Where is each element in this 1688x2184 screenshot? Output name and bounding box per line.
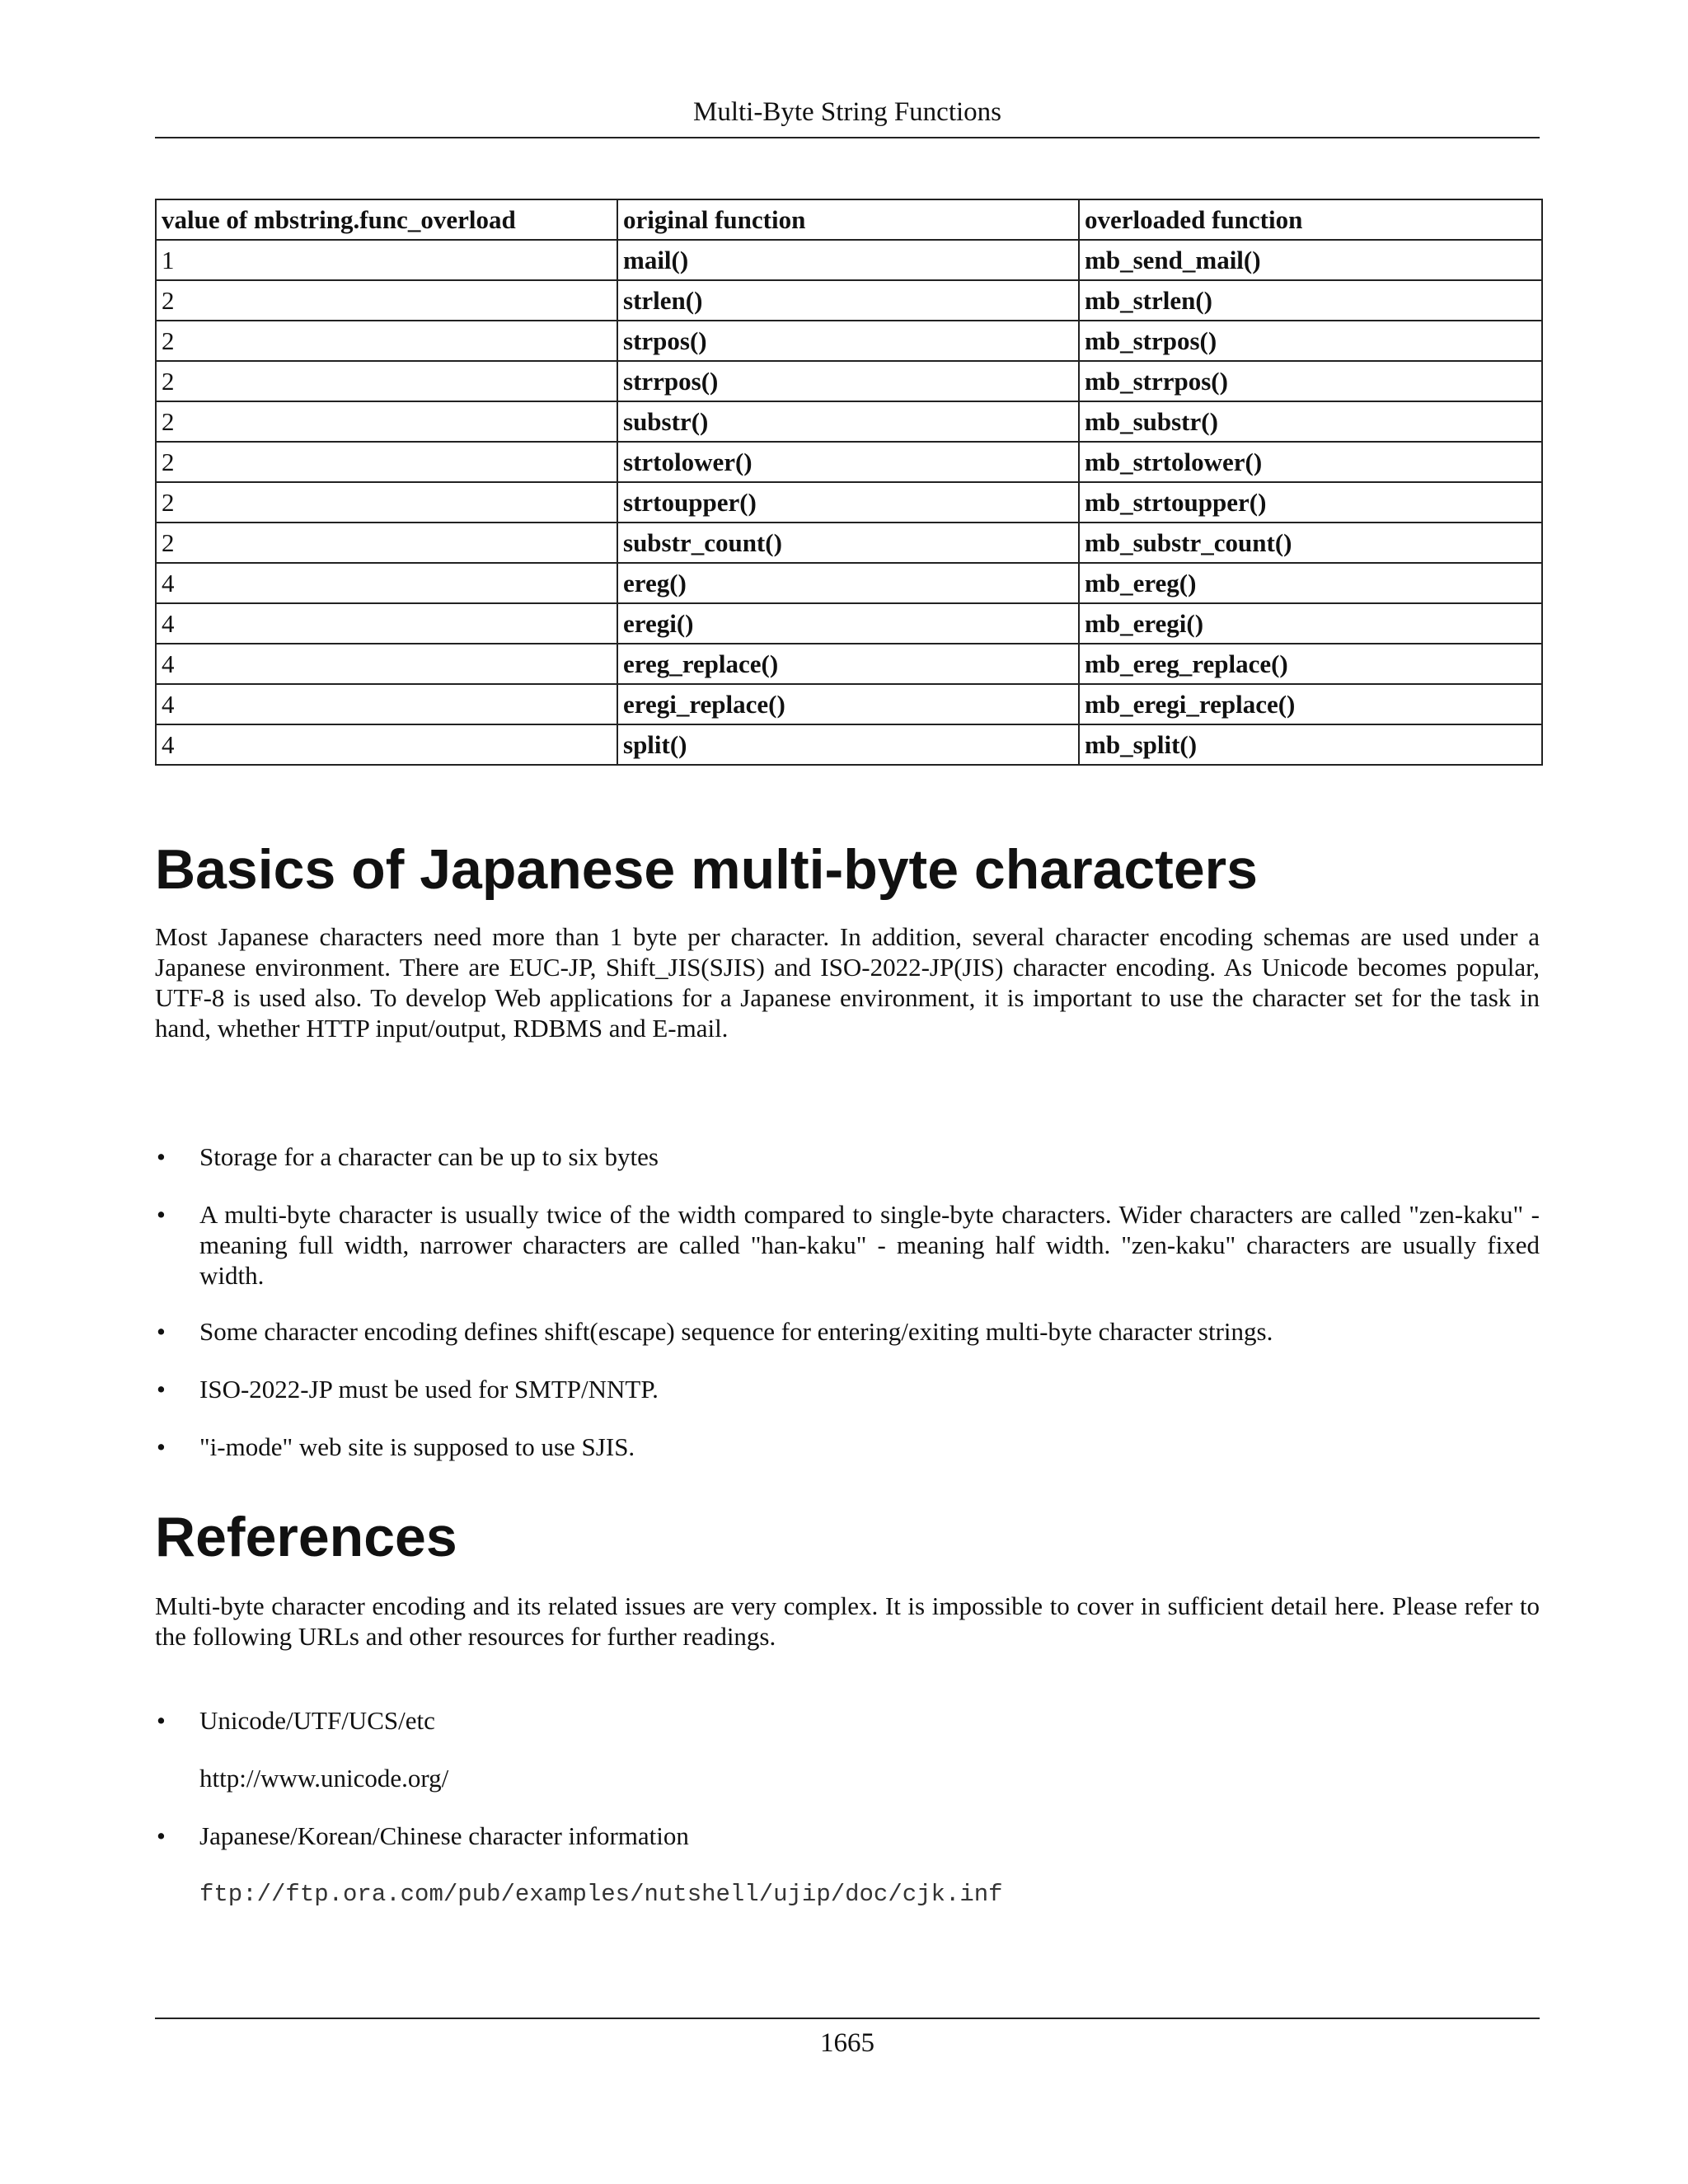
overload-value-cell: 2 xyxy=(156,401,617,442)
list-item xyxy=(155,1432,1540,1462)
list-item-text: ISO-2022-JP must be used for SMTP/NNTP. xyxy=(199,1375,659,1404)
table-row xyxy=(156,280,1542,321)
overloaded-function-cell: mb_strlen() xyxy=(1079,280,1542,321)
list-item xyxy=(155,1374,1540,1404)
overloaded-function-cell: mb_strtoupper() xyxy=(1079,482,1542,523)
references-paragraph: Multi-byte character encoding and its related issues are very complex. It is impossible to cover in sufficient detail here. Please refer to the following URLs and other resources for further readings. xyxy=(155,1591,1540,1651)
reference-label: Unicode/UTF/UCS/etc xyxy=(199,1706,435,1735)
original-function-cell: eregi() xyxy=(617,603,1079,644)
table-row xyxy=(156,240,1542,280)
original-function-cell: substr() xyxy=(617,401,1079,442)
original-function-cell: substr_count() xyxy=(617,523,1079,563)
list-item xyxy=(155,1705,1540,1736)
bullet-icon: • xyxy=(157,1375,166,1404)
running-header: Multi-Byte String Functions xyxy=(692,97,1002,127)
table-row xyxy=(156,523,1542,563)
list-item-text: "i-mode" web site is supposed to use SJIS. xyxy=(199,1432,635,1461)
list-item xyxy=(155,1199,1540,1291)
table-row xyxy=(156,563,1542,603)
original-function-cell: split() xyxy=(617,724,1079,765)
overloaded-function-cell: mb_substr_count() xyxy=(1079,523,1542,563)
header-rule xyxy=(155,137,1540,138)
bullet-icon: • xyxy=(157,1706,166,1735)
table-row xyxy=(156,603,1542,644)
reference-label: Japanese/Korean/Chinese character information xyxy=(199,1821,689,1850)
original-function-cell: strpos() xyxy=(617,321,1079,361)
overloaded-function-cell: mb_eregi() xyxy=(1079,603,1542,644)
cjk-ftp-url-link[interactable]: ftp://ftp.ora.com/pub/examples/nutshell/ujip/doc/cjk.inf xyxy=(199,1881,1003,1908)
overloaded-function-cell: mb_ereg_replace() xyxy=(1079,644,1542,684)
table-row xyxy=(156,644,1542,684)
overload-value-cell: 4 xyxy=(156,603,617,644)
overloaded-function-cell: mb_substr() xyxy=(1079,401,1542,442)
overloaded-function-cell: mb_ereg() xyxy=(1079,563,1542,603)
overloaded-function-cell: mb_send_mail() xyxy=(1079,240,1542,280)
overload-value-cell: 4 xyxy=(156,724,617,765)
overload-value-cell: 2 xyxy=(156,482,617,523)
table-row xyxy=(156,361,1542,401)
overloaded-function-cell: mb_strtolower() xyxy=(1079,442,1542,482)
original-function-cell: strlen() xyxy=(617,280,1079,321)
overload-value-cell: 2 xyxy=(156,280,617,321)
list-item xyxy=(155,1141,1540,1172)
overload-value-cell: 4 xyxy=(156,644,617,684)
basics-paragraph: Most Japanese characters need more than 1 byte per character. In addition, several character encoding schemas are used under a Japanese environment. There are EUC-JP, Shift_JIS(SJIS) and ISO-2022-JP(JIS) character encoding. As Unicode becomes popular, UTF-8 is used also. To develop Web applications for a Japanese environment, it is important to use the character set for the task in hand, whether HTTP input/output, RDBMS and E-mail. xyxy=(155,922,1540,1043)
overloaded-function-cell: mb_eregi_replace() xyxy=(1079,684,1542,724)
bullet-icon: • xyxy=(157,1142,166,1171)
column-header: original function xyxy=(617,199,1079,240)
original-function-cell: ereg_replace() xyxy=(617,644,1079,684)
original-function-cell: strtolower() xyxy=(617,442,1079,482)
table-row xyxy=(156,401,1542,442)
bullet-icon: • xyxy=(157,1200,166,1229)
table-row xyxy=(156,684,1542,724)
basics-heading: Basics of Japanese multi-byte characters xyxy=(155,838,1258,901)
overloaded-function-cell: mb_split() xyxy=(1079,724,1542,765)
overload-value-cell: 4 xyxy=(156,563,617,603)
overload-value-cell: 2 xyxy=(156,361,617,401)
bullet-icon: • xyxy=(157,1821,166,1850)
unicode-url-link[interactable]: http://www.unicode.org/ xyxy=(199,1764,449,1793)
table-row xyxy=(156,321,1542,361)
original-function-cell: ereg() xyxy=(617,563,1079,603)
list-item-text: Storage for a character can be up to six bytes xyxy=(199,1142,659,1171)
table-row xyxy=(156,482,1542,523)
bullet-icon: • xyxy=(157,1317,166,1346)
overload-value-cell: 2 xyxy=(156,523,617,563)
func-overload-table xyxy=(155,199,1543,766)
overloaded-function-cell: mb_strrpos() xyxy=(1079,361,1542,401)
footer-rule xyxy=(155,2018,1540,2019)
original-function-cell: strrpos() xyxy=(617,361,1079,401)
table-row xyxy=(156,724,1542,765)
list-item-text: Some character encoding defines shift(escape) sequence for entering/exiting multi-byte character strings. xyxy=(199,1317,1273,1346)
overload-value-cell: 2 xyxy=(156,442,617,482)
table-header-row xyxy=(156,199,1542,240)
list-item xyxy=(155,1821,1540,1851)
list-item xyxy=(155,1316,1540,1347)
bullet-icon: • xyxy=(157,1432,166,1461)
list-item-text: A multi-byte character is usually twice of the width compared to single-byte characters. Wider characters are called "zen-kaku" - meaning full width, narrower characters are called "han-kaku" - meaning half width. "zen-kaku" characters are usually fixed width. xyxy=(199,1200,1540,1290)
page-number: 1665 xyxy=(820,2028,874,2058)
overload-value-cell: 1 xyxy=(156,240,617,280)
overload-value-cell: 4 xyxy=(156,684,617,724)
column-header: overloaded function xyxy=(1079,199,1542,240)
original-function-cell: mail() xyxy=(617,240,1079,280)
overloaded-function-cell: mb_strpos() xyxy=(1079,321,1542,361)
column-header: value of mbstring.func_overload xyxy=(156,199,617,240)
references-heading: References xyxy=(155,1506,457,1568)
original-function-cell: eregi_replace() xyxy=(617,684,1079,724)
table-row xyxy=(156,442,1542,482)
original-function-cell: strtoupper() xyxy=(617,482,1079,523)
overload-value-cell: 2 xyxy=(156,321,617,361)
